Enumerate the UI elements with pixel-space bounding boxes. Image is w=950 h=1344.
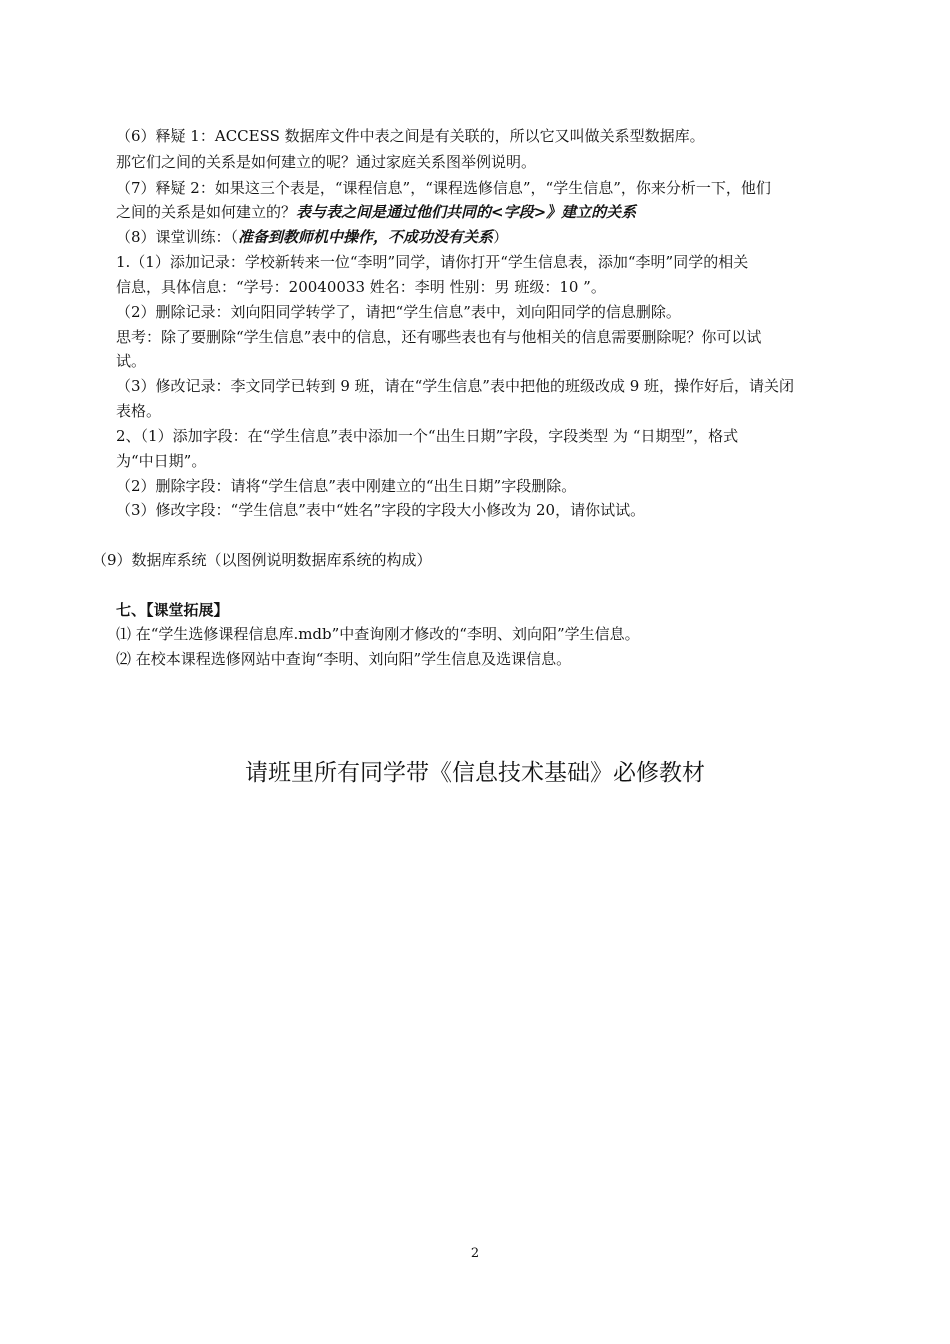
paragraph-9: （9）数据库系统（以图例说明数据库系统的构成） [92,551,432,569]
textbook-notice: 请班里所有同学带《信息技术基础》必修教材 [245,760,705,786]
paragraph-7-question: 之间的关系是如何建立的？ [116,203,297,221]
paragraph-6-line-2: 那它们之间的关系是如何建立的呢？通过家庭关系图举例说明。 [116,153,537,171]
paragraph-8-label: （8）课堂训练：（ [116,228,239,246]
exercise-1-3-line-2: 表格。 [116,402,162,420]
exercise-2-3: （3）修改字段：“学生信息”表中“姓名”字段的字段大小修改为 20，请你试试。 [116,501,646,519]
paragraph-7-line-2 [116,200,636,224]
exercise-2-2: （2）删除字段：请将“学生信息”表中刚建立的“出生日期”字段删除。 [116,477,577,495]
paragraph-7-line-1: （7）释疑 2：如果这三个表是，“课程信息”，“课程选修信息”，“学生信息”，你来分析一下，他们 [116,179,771,197]
exercise-1-2: （2）删除记录：刘向阳同学转学了，请把“学生信息”表中，刘向阳同学的信息删除。 [116,303,681,321]
paragraph-8-close: ） [493,228,509,246]
paragraph-6-line-1: （6）释疑 1：ACCESS 数据库文件中表之间是有关联的，所以它又叫做关系型数据库。 [116,127,705,145]
exercise-2-1-line-1: 2、（1）添加字段：在“学生信息”表中添加一个“出生日期”字段，字段类型 为 “日期型”，格式 [116,427,739,445]
thinking-line-1: 思考：除了要删除“学生信息”表中的信息，还有哪些表也有与他相关的信息需要删除呢？你可以试 [116,328,762,346]
paragraph-7-answer: 表与表之间是通过他们共同的<字段>》建立的关系 [296,203,637,221]
extension-item-2: ⑵ 在校本课程选修网站中查询“李明、刘向阳”学生信息及选课信息。 [116,650,572,668]
paragraph-8-heading [116,225,508,249]
thinking-line-2: 试。 [116,352,147,370]
exercise-1-1-line-1: 1.（1）添加记录：学校新转来一位“李明”同学，请你打开“学生信息表，添加“李明”同学的相关 [116,253,749,271]
exercise-1-3-line-1: （3）修改记录：李文同学已转到 9 班，请在“学生信息”表中把他的班级改成 9 班，操作好后，请关闭 [116,377,795,395]
section-7-heading: 七、【课堂拓展】 [116,601,229,619]
paragraph-8-emphasis: 准备到教师机中操作，不成功没有关系 [238,228,494,246]
page-number: 2 [470,1246,480,1261]
exercise-2-1-line-2: 为“中日期”。 [116,452,207,470]
extension-item-1: ⑴ 在“学生选修课程信息库.mdb”中查询刚才修改的“李明、刘向阳”学生信息。 [116,625,640,643]
exercise-1-1-line-2: 信息，具体信息：“学号：20040033 姓名：李明 性别：男 班级：10 ”。 [116,278,606,296]
